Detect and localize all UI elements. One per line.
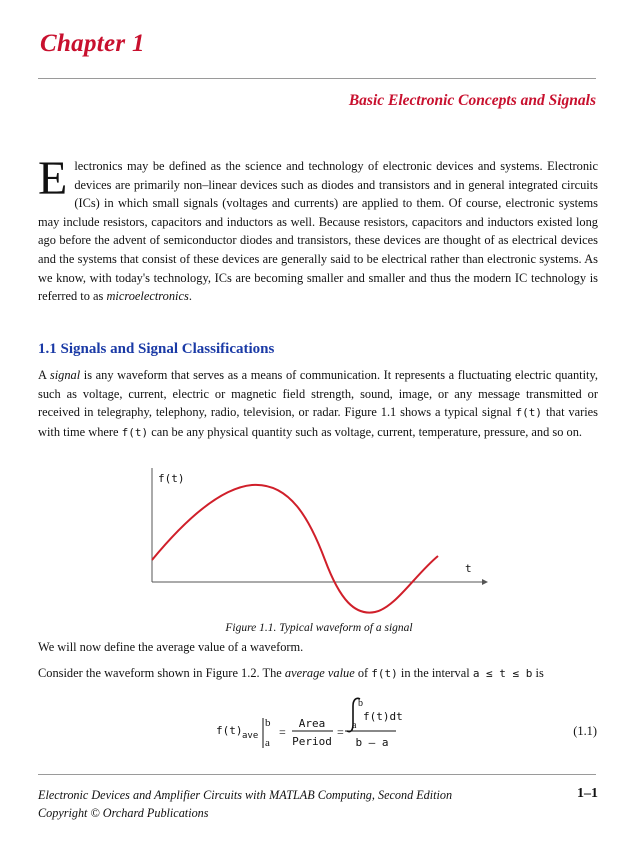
p1-end: can be any physical quantity such as voltage, current, temperature, pressure, and so on. (151, 424, 583, 439)
copyright: Copyright © Orchard Publications (38, 806, 209, 820)
eq-equals-2: = (337, 725, 344, 739)
book-title: Electronic Devices and Amplifier Circuits with MATLAB Computing, Second Edition (38, 788, 453, 802)
eq-integrand: f(t)dt (363, 710, 403, 723)
average-paragraph (38, 664, 598, 684)
p1-ft2: f(t) (121, 425, 149, 439)
p3-end: is (535, 666, 544, 680)
p3-ft: f(t) (371, 667, 398, 680)
header-rule (38, 78, 596, 79)
eq-numerator: Area (298, 717, 326, 730)
signal-paragraph (38, 366, 598, 442)
p3-term: average value (284, 666, 355, 680)
chapter-title: Chapter 1 (40, 30, 145, 57)
section-heading: 1.1 Signals and Signal Classifications (38, 341, 275, 357)
signal-curve (152, 485, 438, 613)
eq-lhs: f(t) (216, 724, 243, 737)
p3-mid: of (357, 666, 369, 680)
x-axis-label: t (465, 562, 472, 575)
page-number: 1–1 (577, 786, 598, 801)
eq-lower: a (265, 737, 270, 749)
figure-caption: Figure 1.1. Typical waveform of a signal (225, 622, 413, 634)
intro-emphasis: microelectronics (106, 289, 189, 304)
eq-int-upper: b (358, 698, 363, 709)
p1-middle: is any waveform that serves as a means of communication. It represents a fluctuating electric quantity, such as voltage, current, electric or magnetic field strength, sound, image, or any message transmitted or received in telegraphy, telephony, radio, television, or radar. Figure 1.1 shows a typical signal (38, 368, 598, 420)
eq-lhs-sub: ave (242, 731, 259, 741)
equation-number: (1.1) (573, 724, 597, 738)
p3-start: Consider the waveform shown in Figure 1.2. The (38, 666, 282, 680)
intro-text: lectronics may be defined as the science and technology of electronic devices and systems. Electronic devices are primarily non–linear devices such as diodes and transistors and in general integrated circuits (ICs) in which small signals (voltages and currents) are applied to them. Of course, electronic systems may include resistors, capacitors and inductors as well. Because resistors, capacitors and inductors existed long ago before the advent of semiconductor diodes and transistors, these devices are thought of as electrical devices and the systems that consist of these devices are generally said to be electrical rather than electronic systems. As we know, with today's technology, ICs are becoming smaller and smaller and thus the modern IC technology is referred to as (38, 159, 598, 304)
p1-start: A (38, 368, 47, 382)
x-axis-arrow (482, 579, 488, 585)
intro-paragraph (38, 152, 598, 306)
footer-citation (38, 786, 452, 822)
footer-rule (38, 774, 596, 775)
eq-equals-1: = (279, 725, 286, 739)
y-axis-label: f(t) (158, 472, 185, 485)
eq-upper: b (265, 717, 271, 729)
p3-interval: a ≤ t ≤ b (472, 667, 533, 680)
equation-1-1 (200, 696, 440, 754)
p1-ft1: f(t) (515, 406, 543, 420)
drop-cap: E (38, 152, 68, 205)
average-intro: We will now define the average value of a waveform. (38, 640, 304, 654)
p1-mid2: that varies with time where (38, 405, 598, 439)
eq-denominator: Period (292, 735, 332, 748)
p3-mid2: in the interval (400, 666, 470, 680)
intro-end: . (188, 289, 192, 304)
chapter-subtitle: Basic Electronic Concepts and Signals (348, 92, 596, 109)
waveform-figure (140, 460, 500, 630)
eq-denominator-2: b – a (355, 736, 389, 749)
p1-term: signal (49, 368, 81, 382)
eq-int-lower: a (352, 720, 357, 731)
